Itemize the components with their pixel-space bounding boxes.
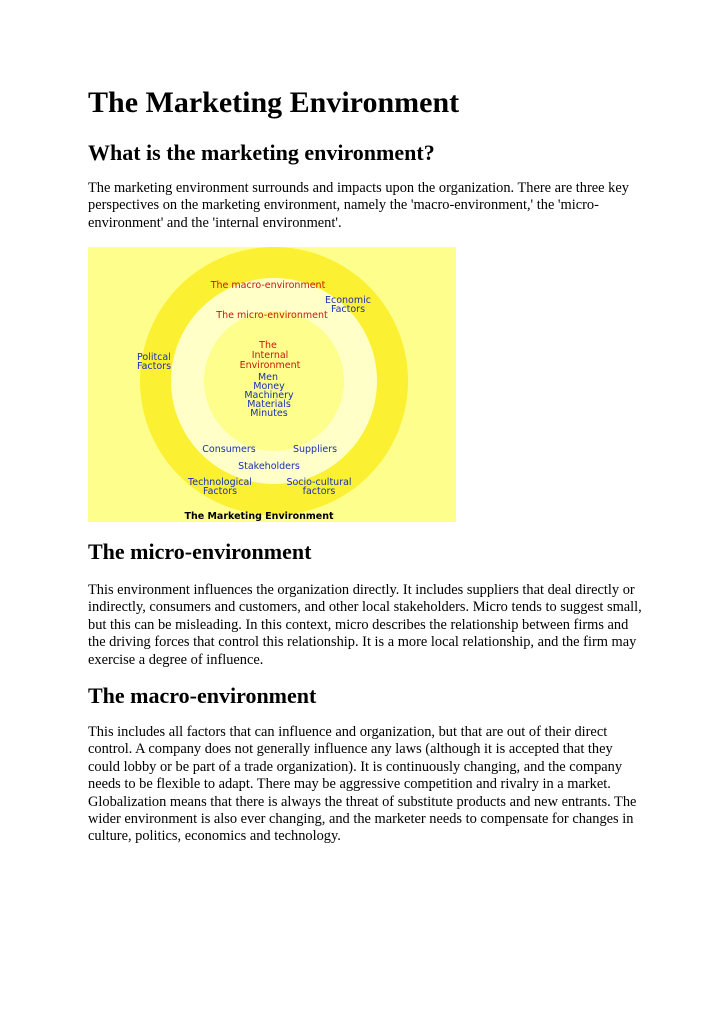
internal-label-line-3: Environment (239, 360, 301, 371)
stakeholders-label: Stakeholders (238, 461, 300, 472)
internal-label-line-2: Internal (251, 350, 289, 361)
resource-men: Men (257, 372, 279, 383)
economic-factors-line-1: Economic (325, 295, 371, 306)
internal-label-line-1: The (259, 340, 277, 351)
resource-machinery: Machinery (244, 390, 294, 401)
consumers-label: Consumers (202, 444, 256, 455)
resource-money: Money (253, 381, 285, 392)
political-factors-line-1: Politcal (137, 352, 171, 363)
resource-materials: Materials (247, 399, 291, 410)
technological-factors-line-2: Factors (202, 486, 238, 497)
technological-factors-line-1: Technological (188, 477, 252, 488)
diagram-caption: The Marketing Environment (184, 511, 334, 522)
suppliers-label: Suppliers (292, 444, 338, 455)
page-title: The Marketing Environment (88, 86, 460, 119)
economic-factors-line-2: Factors (330, 304, 366, 315)
political-factors-line-2: Factors (137, 361, 172, 372)
macro-environment-label: The macro-environment (210, 280, 326, 291)
section-heading-what-is: What is the marketing environment? (88, 140, 435, 165)
section-paragraph-micro: This environment influences the organization directly. It includes suppliers that deal directly or indirectly, consumers and customers, and other local stakeholders. Micro tends to suggest small, but this can be misleading. In this context, micro describes the relationship between firms and the driving forces that control this relationship. It is a more local relationship, and the firm may exercise a degree of influence. (88, 582, 642, 668)
section-heading-micro: The micro-environment (88, 539, 312, 564)
micro-environment-label: The micro-environment (216, 310, 328, 321)
resource-minutes: Minutes (250, 408, 288, 419)
section-paragraph-what-is: The marketing environment surrounds and impacts upon the organization. There are three key perspectives on the marketing environment, namely the 'macro-environment,' the 'micro-environment' and the 'internal environment'. (88, 180, 629, 231)
marketing-environment-diagram (88, 247, 456, 522)
sociocultural-factors-line-2: factors (302, 486, 336, 497)
sociocultural-factors-line-1: Socio-cultural (286, 477, 352, 488)
section-heading-macro: The macro-environment (88, 683, 317, 708)
section-paragraph-macro: This includes all factors that can influence and organization, but that are out of their direct control. A company does not generally influence any laws (although it is accepted that they could lobby or be part of a trade organization). It is continuously changing, and the company needs to be flexible to adapt. There may be aggressive competition and rivalry in a market. Globalization means that there is always the threat of substitute products and new entrants. The wider environment is also ever changing, and the marketer needs to compensate for changes in culture, politics, economics and technology. (88, 724, 637, 845)
